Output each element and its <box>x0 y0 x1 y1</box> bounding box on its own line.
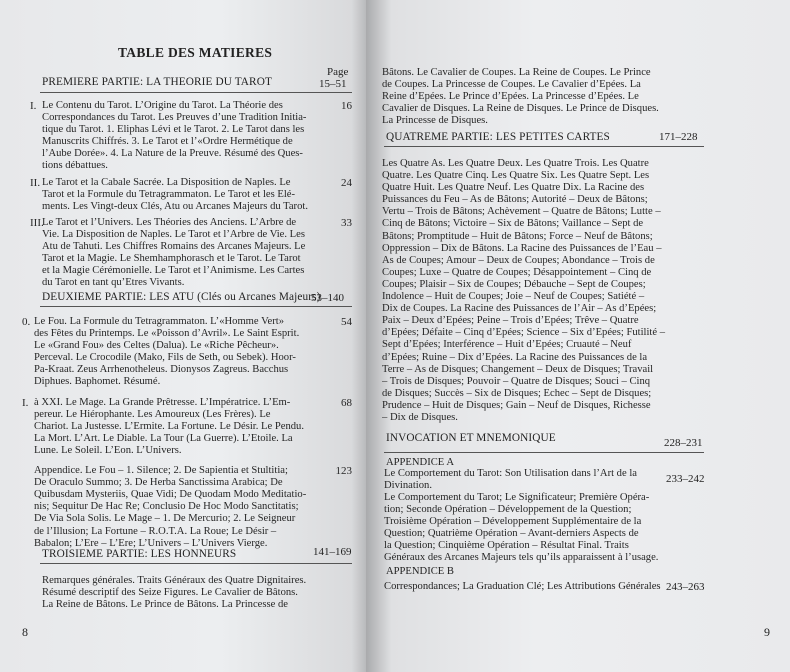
entry-page: 33 <box>341 216 352 229</box>
entry-number: III. <box>30 216 44 229</box>
text-line: Troisième Opération – Développement Supplémentaire de la <box>384 516 642 528</box>
text-line: Coupes; Luxe – Quatre de Coupes; Désappointement – Cinq de <box>382 266 652 278</box>
appendix-b-heading: APPENDICE B <box>386 566 454 577</box>
appendix-a-intro <box>384 468 666 492</box>
text-line: Quibusdam Mysteriis, Quae Vidi; De Quodam Modo Meditatio- <box>34 489 307 501</box>
left-page <box>0 0 366 672</box>
text-line: As de Coupes; Amour – Deux de Coupes; Abondance – Trois de <box>382 254 655 266</box>
text-line: Divination. <box>384 480 432 492</box>
appendix-a-pages: 233–242 <box>666 473 705 485</box>
text-line: Tarot et la Formule du Tetragrammaton. Le Tarot et les Elé- <box>42 188 296 200</box>
text-line: Dix de Coupes. La Racine des Puissances de l’Air – As d’Epées; <box>382 303 657 315</box>
right-folio: 9 <box>764 625 770 639</box>
text-line: – Trois de Disques; Pouvoir – Quatre de Disques; Souci – Cinq <box>382 375 651 387</box>
part4-entries <box>382 158 674 424</box>
text-line: Le Comportement du Tarot: Son Utilisation dans l’Art de la <box>384 468 637 479</box>
text-line: Oppression – Dix de Bâtons. La Racine des Puissances de l’Eau – <box>382 242 662 254</box>
text-line: Reine d’Epées. Le Prince d’Epées. La Princesse d’Epées. Le <box>382 91 639 103</box>
text-line: pereur. Le Hiérophante. Les Amoureux (Les Frères). Le <box>34 408 271 420</box>
text-line: Sept d’Epées; Interférence – Huit d’Epées; Cruauté – Neuf <box>382 339 632 351</box>
text-line: Pa-Kraat. Zeus Arrhenotheleus. Dionysos Zagreus. Bacchus <box>34 364 289 376</box>
text-line: Coupes; Plaisir – Six de Coupes; Débauche – Sept de Coupes; <box>382 278 646 290</box>
text-line: ments. Les Vingt-deux Clés, Atu ou Arcanes Majeurs du Tarot. <box>42 200 308 212</box>
text-line: Terre – As de Disques; Changement – Deux de Disques; Travail <box>382 363 654 375</box>
text-line: Le Tarot et l’Univers. Les Théories des Anciens. L’Arbre de <box>42 216 297 228</box>
text-line: Le «Grand Fou» des Celtes (Dalua). Le «Riche Pêcheur». <box>34 340 279 352</box>
entry-text <box>34 397 312 457</box>
text-line: du Tarot en tant qu’Etres Vivants. <box>42 277 185 289</box>
text-line: Bâtons. Le Cavalier de Coupes. La Reine de Coupes. Le Prince <box>382 67 651 78</box>
text-line: Cinq de Bâtons; Victoire – Six de Bâtons; Vaillance – Sept de <box>382 218 644 230</box>
text-line: Le Comportement du Tarot; Le Significateur; Première Opéra- <box>384 492 650 503</box>
appendix-b-pages: 243–263 <box>666 581 705 593</box>
entry-page: 123 <box>335 465 352 478</box>
entry-number: I. <box>30 100 37 112</box>
text-line: Prudence – Huit de Disques; Gain – Neuf de Disques, Richesse <box>382 399 651 411</box>
text-line: de Disques; Succès – Six de Disques; Echec – Sept de Disques; <box>382 387 652 399</box>
part4-rule <box>384 146 704 147</box>
entry-number: II. <box>30 176 41 189</box>
text-line: Les Quatre As. Les Quatre Deux. Les Quatre Trois. Les Quatre <box>382 158 649 169</box>
text-line: Résumé descriptif des Seize Figures. Le Cavalier de Bâtons. <box>42 587 298 599</box>
text-line: tion; Seconde Opération – Développement de la Question; <box>384 504 632 516</box>
part3-heading: TROISIEME PARTIE: LES HONNEURS <box>42 548 237 560</box>
invocation-heading: INVOCATION ET MNEMONIQUE <box>386 432 556 444</box>
text-line: l’Aube Dorée». 4. La Nature de la Preuve. Résumé des Ques- <box>42 148 303 160</box>
text-line: et la Magie Cérémonielle. Le Tarot et l’Animisme. Les Cartes <box>42 265 305 277</box>
left-folio: 8 <box>22 625 28 639</box>
entry-page: 68 <box>341 396 352 409</box>
part1-heading: PREMIERE PARTIE: LA THEORIE DU TAROT <box>42 76 272 88</box>
text-line: Le Fou. La Formule du Tetragrammaton. L’«Homme Vert» <box>34 316 285 327</box>
part3-continued <box>382 67 672 127</box>
appendix-b-line: Correspondances; La Graduation Clé; Les Attributions Générales <box>384 581 661 592</box>
text-line: Vie. La Disposition de Naples. Le Tarot et l’Arbre de Vie. Les <box>42 228 305 240</box>
text-line: Bâtons; Promptitude – Huit de Bâtons; Force – Neuf de Bâtons; <box>382 230 653 242</box>
right-page <box>366 0 790 672</box>
text-line: Lune. Le Soleil. L’Eon. L’Univers. <box>34 444 182 456</box>
text-line: nis; Sequitur De Hac Re; Conclusio De Hoc Modo Sanctitatis; <box>34 501 299 513</box>
part3-rule <box>40 563 352 564</box>
text-line: Cavalier de Disques. La Reine de Disques. Le Prince de Disques. <box>382 103 659 115</box>
text-line: Remarques générales. Traits Généraux des Quatre Dignitaires. <box>42 575 307 586</box>
entry-page: 16 <box>341 100 352 112</box>
text-line: Manuscrits Chiffrés. 3. Le Tarot et l’«Ordre Hermétique de <box>42 136 293 148</box>
entry-text <box>42 100 320 173</box>
text-line: Paix – Deux d’Epées; Peine – Trois d’Epées; Trêve – Quatre <box>382 315 639 327</box>
part2-heading: DEUXIEME PARTIE: LES ATU (Clés ou Arcanes Majeurs) <box>42 291 321 303</box>
appendix-a-body <box>384 492 666 565</box>
text-line: de l’Illusion; La Fortune – R.O.T.A. La Roue; Le Désir – <box>34 525 277 537</box>
part3-pages: 141–169 <box>313 546 352 558</box>
entry-number: I. <box>22 396 29 409</box>
text-line: Babalon; L’Ere – L’Ere; L’Univers – L’Univers Vierge. <box>34 537 268 549</box>
text-line: tique du Tarot. 1. Eliphas Lévi et le Tarot. 2. Le Tarot dans les <box>42 124 305 136</box>
part4-pages: 171–228 <box>659 131 698 143</box>
part4-heading: QUATREME PARTIE: LES PETITES CARTES <box>386 131 610 143</box>
text-line: – Dix de Disques. <box>382 411 458 423</box>
text-line: d’Epées; Ruine – Dix d’Epées. La Racine des Puissances de la <box>382 351 648 363</box>
text-line: La Mort. L’Art. Le Diable. La Tour (La Guerre). L’Etoile. La <box>34 432 293 444</box>
text-line: Quatre Huit. Les Quatre Neuf. Les Quatre Dix. La Racine des <box>382 182 645 194</box>
text-line: Vertu – Trois de Bâtons; Achèvement – Quatre de Bâtons; Lutte – <box>382 206 661 218</box>
entry-text <box>34 316 312 389</box>
text-line: Le Contenu du Tarot. L’Origine du Tarot. La Théorie des <box>42 100 283 111</box>
part3-entries <box>42 575 342 611</box>
entry-text <box>42 217 320 290</box>
text-line: tions débattues. <box>42 160 108 172</box>
text-line: Question; Quatrième Opération – Avant-derniers Aspects de <box>384 528 639 540</box>
text-line: De Via Sola Solis. Le Mage – 1. De Mercurio; 2. Le Seigneur <box>34 513 296 525</box>
text-line: Correspondances du Tarot. Les Preuves d’une Tradition Initia- <box>42 112 307 124</box>
invocation-rule <box>384 452 704 453</box>
text-line: Perceval. Le Crocodile (Mako, Fils de Seth, ou Sebek). Hoor- <box>34 352 296 364</box>
text-line: Généraux des Arcanes Majeurs tels qu’ils apparaissent à l’usage. <box>384 552 659 564</box>
text-line: La Princesse de Disques. <box>382 115 488 127</box>
text-line: Chariot. La Justesse. L’Ermite. La Fortune. Le Désir. Le Pendu. <box>34 420 304 432</box>
part1-rule <box>40 92 352 93</box>
text-line: Tarot et la Magie. Le Shemhamphorasch et le Tarot. Le Tarot <box>42 253 301 265</box>
text-line: Appendice. Le Fou – 1. Silence; 2. De Sapientia et Stultitia; <box>34 465 288 477</box>
text-line: Quatre. Les Quatre Cinq. Les Quatre Six. Les Quatre Sept. Les <box>382 170 650 182</box>
toc-title: TABLE DES MATIERES <box>118 45 273 60</box>
invocation-pages: 228–231 <box>664 437 703 449</box>
text-line: des Fêtes du Printemps. Le «Poisson d’Avril». Le Saint Esprit. <box>34 328 300 340</box>
appendix-a-heading: APPENDICE A <box>386 457 454 468</box>
text-line: Diphues. Baphomet. Résumé. <box>34 376 161 388</box>
part2-pages: 53–140 <box>311 292 344 304</box>
page-column-label: Page <box>327 66 349 78</box>
entry-text <box>34 465 312 550</box>
text-line: d’Epées; Défaite – Cinq d’Epées; Science – Six d’Epées; Futilité – <box>382 327 666 339</box>
text-line: De Oraculo Summo; 3. De Herba Sanctissima Arabica; De <box>34 477 283 489</box>
part2-rule <box>40 306 352 307</box>
entry-number: 0. <box>22 316 31 328</box>
text-line: à XXI. Le Mage. La Grande Prêtresse. L’Impératrice. L’Em- <box>34 396 291 408</box>
part1-pages: 15–51 <box>319 78 347 90</box>
text-line: Atu de Tahuti. Les Chiffres Romains des Arcanes Majeurs. Le <box>42 241 306 253</box>
entry-page: 24 <box>341 176 352 189</box>
text-line: Le Tarot et la Cabale Sacrée. La Disposition de Naples. Le <box>42 176 291 188</box>
entry-page: 54 <box>341 316 352 328</box>
text-line: la Question; Cinquième Opération – Résultat Final. Traits <box>384 540 629 552</box>
text-line: Indolence – Huit de Coupes; Joie – Neuf de Coupes; Satiété – <box>382 291 645 303</box>
text-line: La Reine de Bâtons. Le Prince de Bâtons. La Princesse de <box>42 599 288 611</box>
entry-text <box>42 177 320 213</box>
text-line: de Coupes. La Princesse de Coupes. Le Cavalier d’Epées. La <box>382 79 641 91</box>
text-line: Puissances du Feu – As de Bâtons; Autorité – Deux de Bâtons; <box>382 194 648 206</box>
